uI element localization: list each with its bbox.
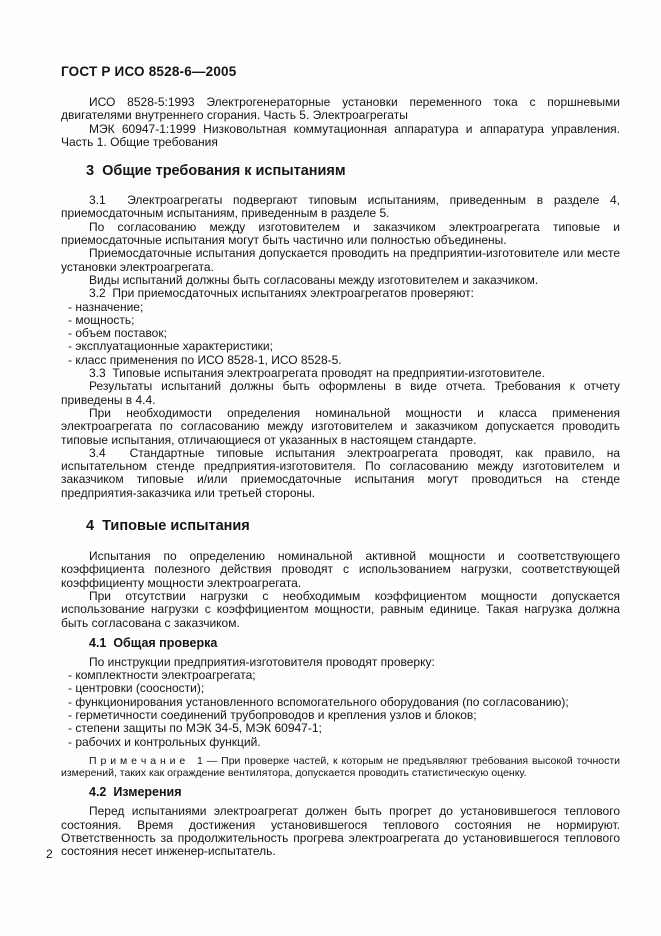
subsection-4-2-heading: 4.2 Измерения — [89, 785, 182, 800]
para-3-3-rated-power: При необходимости определения номинальной мощности и класса применения электроагрегата по согласованию между изготовителем и заказчиком допускается проводить типовые испытания, отличающиеся от указанных в настоящем стандарте. — [61, 405, 620, 447]
para-3-1: 3.1 Электроагрегаты подвергают типовым испытаниям, приведенным в разделе 4, приемосдаточным испытаниям, приведенным в разделе 5. — [61, 193, 620, 221]
list-item: - мощность; — [68, 312, 135, 327]
para-3-1-acceptance: Приемосдаточные испытания допускается проводить на предприятии-изготовителе или месте установки электроагрегата. — [61, 246, 620, 274]
subsection-4-1-heading: 4.1 Общая проверка — [89, 635, 218, 650]
list-item: - комплектности электроагрегата; — [68, 668, 256, 683]
para-3-1-agreement: По согласованию между изготовителем и заказчиком электроагрегата типовые и приемосдаточные испытания могут быть частично или полностью объединены. — [61, 219, 620, 248]
para-3-4: 3.4 Стандартные типовые испытания электроагрегата проводят, как правило, на испытательном стенде предприятия-изготовителя. По согласованию между изготовителем и заказчиком типовые и/или приемосдаточные испытания могут проводиться на стенде предприятия-заказчика или третьей стороны. — [61, 445, 620, 500]
text-block — [61, 64, 620, 859]
page-number: 2 — [46, 847, 53, 861]
list-item: - объем поставок; — [68, 326, 167, 341]
list-item: - функционирования установленного вспомогательного оборудования (по согласованию); — [68, 694, 569, 709]
reference-iso-8528-5: ИСО 8528-5:1993 Электрогенераторные установки переменного тока с поршневыми двигателями внутреннего сгорания. Часть 5. Электроагрегаты — [61, 95, 620, 123]
checklist-3-2 — [61, 301, 620, 367]
para-4-intro-2: При отсутствии нагрузки с необходимым коэффициентом мощности допускается использование нагрузки с коэффициентом мощности, равным единице. Такая нагрузка должна быть согласована с заказчиком. — [61, 588, 620, 630]
para-3-3: 3.3 Типовые испытания электроагрегата проводят на предприятии-изготовителе. — [89, 366, 545, 381]
running-header: ГОСТ Р ИСО 8528-6—2005 — [61, 64, 237, 79]
list-item: - класс применения по ИСО 8528-1, ИСО 8528-5. — [68, 352, 342, 367]
para-4-2-warmup: Перед испытаниями электроагрегат должен быть прогрет до установившегося теплового состояния. Время достижения установившегося теплового состояния не нормируют. Ответственность за продолжительность прогрева электроагрегата до установившегося теплового состояния несет инженер-испытатель. — [61, 804, 620, 859]
section-4-heading: 4 Типовые испытания — [86, 518, 250, 535]
list-item: - эксплуатационные характеристики; — [68, 339, 273, 354]
list-item: - степени защиты по МЭК 34-5, МЭК 60947-1; — [68, 721, 322, 736]
checklist-4-1 — [61, 669, 620, 749]
list-item: - назначение; — [68, 299, 144, 314]
list-item: - центровки (соосности); — [68, 681, 205, 696]
para-4-1-intro: По инструкции предприятия-изготовителя проводят проверку: — [89, 654, 435, 669]
list-item: - герметичности соединений трубопроводов и крепления узлов и блоков; — [68, 707, 477, 722]
section-3-heading: 3 Общие требования к испытаниям — [86, 163, 346, 180]
para-4-intro-1: Испытания по определению номинальной активной мощности и соответствующего коэффициента полезного действия проводят с использованием нагрузки, соответствующей коэффициенту мощности электроагрегата. — [61, 549, 620, 590]
list-item: - рабочих и контрольных функций. — [68, 734, 261, 749]
para-3-1-types: Виды испытаний должны быть согласованы между изготовителем и заказчиком. — [89, 272, 539, 287]
para-3-2: 3.2 При приемосдаточных испытаниях электроагрегатов проверяют: — [89, 286, 474, 301]
reference-iec-60947-1: МЭК 60947-1:1999 Низковольтная коммутационная аппаратура и аппаратура управления. Часть 1. Общие требования — [61, 121, 620, 149]
note-paragraph: П р и м е ч а н и е 1 — При проверке частей, к которым не предъявляют требования высокой точности измерений, таких как ограждение вентилятора, допускается проводить статистическую оценку. — [61, 754, 620, 780]
para-3-3-report: Результаты испытаний должны быть оформлены в виде отчета. Требования к отчету приведены в 4.4. — [61, 379, 620, 407]
